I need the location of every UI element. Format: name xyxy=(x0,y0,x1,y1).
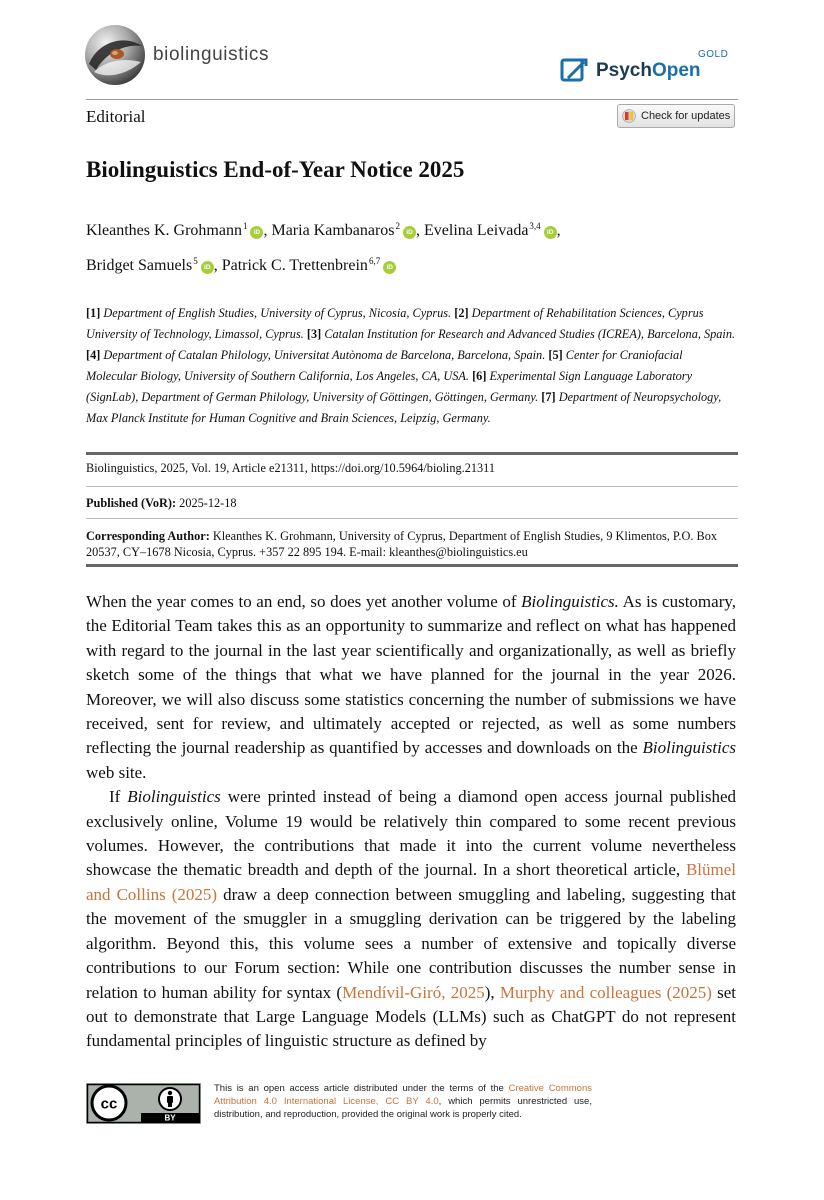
affil-num: [2] xyxy=(454,306,469,320)
authors-line-2 xyxy=(86,257,396,275)
author-name: Patrick C. Trettenbrein xyxy=(221,257,368,274)
affil-text: Department of Rehabilitation Sciences, Cyprus University of Technology, Limassol, Cyprus. xyxy=(86,306,704,341)
publisher-tier: GOLD xyxy=(698,49,729,60)
published-label: Published (VoR): xyxy=(86,496,177,510)
affil-text: Department of Neuropsychology, Max Planck Institute for Human Cognitive and Brain Sciences, Leipzig, Germany. xyxy=(86,390,722,425)
text-run: If xyxy=(109,787,128,807)
affil-text: Department of English Studies, University of Cyprus, Nicosia, Cyprus. xyxy=(103,306,452,320)
text-italic: Biolinguistics xyxy=(127,787,221,807)
paragraph-1 xyxy=(86,590,736,785)
affil-text: Experimental Sign Language Laboratory (SignLab), Department of German Philology, University of Göttingen, Göttingen, Germany. xyxy=(86,369,693,404)
publisher-name xyxy=(596,60,701,82)
citation-link[interactable]: Blümel and Collins (2025) xyxy=(86,860,736,904)
meta-top-rule xyxy=(86,452,738,455)
text-run: draw a deep connection between smuggling and labeling, suggesting that the movement of the smuggler in a smuggling derivation can be triggered by the labeling algorithm. Beyond this, this volume sees a number of extensive and topically diverse contributions to our Forum section: While one contribution discusses the number sense in relation to human ability for syntax ( xyxy=(86,884,736,1002)
paragraph-2 xyxy=(86,785,736,1053)
journal-name: biolinguistics xyxy=(153,44,270,65)
article-body xyxy=(86,590,736,1054)
affiliations xyxy=(86,303,736,429)
author-name: Bridget Samuels xyxy=(86,257,193,274)
author-sup: 2 xyxy=(395,221,401,231)
text-italic: Biolinguistics. xyxy=(521,592,619,611)
text-run: were printed instead of being a diamond open access journal published exclusively online, Volume 19 would be relatively thin compared to some recent previous volumes. However, the contributions that made it into the current volume nevertheless showcase the thematic breadth and depth of the journal. In a short theoretical article, xyxy=(86,787,736,880)
orcid-icon[interactable]: iD xyxy=(403,226,416,239)
text-run: When the year comes to an end, so does yet another volume of xyxy=(86,592,522,611)
check-updates-label: Check for updates xyxy=(641,110,731,122)
author-name: Kleanthes K. Grohmann xyxy=(86,222,242,239)
author-name: Evelina Leivada xyxy=(424,222,529,239)
affil-text: Department of Catalan Philology, Universitat Autònoma de Barcelona, Barcelona, Spain. xyxy=(103,348,546,362)
affil-num: [1] xyxy=(86,306,101,320)
author-sep: , xyxy=(556,222,561,239)
orcid-icon[interactable]: iD xyxy=(383,261,396,274)
article-type: Editorial xyxy=(86,107,146,126)
text-run: , which permits unrestricted use, distribution, and reproduction, provided the original work is properly cited. xyxy=(214,1096,592,1120)
author-sep: , xyxy=(263,222,268,239)
author-sep: , xyxy=(213,257,218,274)
cc-by-badge[interactable] xyxy=(86,1083,201,1124)
corresponding-author xyxy=(86,528,736,560)
author-sup: 1 xyxy=(242,221,248,231)
orcid-icon[interactable]: iD xyxy=(250,226,263,239)
publisher-open: Open xyxy=(651,60,701,81)
affil-num: [7] xyxy=(541,390,556,404)
orcid-icon[interactable]: iD xyxy=(201,261,214,274)
author-sep: , xyxy=(416,222,421,239)
author-sup: 5 xyxy=(193,256,198,266)
affil-text: Catalan Institution for Research and Advanced Studies (ICREA), Barcelona, Spain. xyxy=(324,327,736,341)
cc-label: cc xyxy=(100,1095,118,1113)
corresponding-label: Corresponding Author: xyxy=(86,529,210,543)
text-run: ), xyxy=(484,982,500,1002)
publisher-psych: Psych xyxy=(596,60,652,81)
affil-text: Center for Craniofacial Molecular Biology, University of Southern California, Los Angeles, CA, USA. xyxy=(86,348,683,383)
affil-num: [4] xyxy=(86,348,101,362)
psychopen-icon xyxy=(560,56,588,84)
check-updates-button[interactable] xyxy=(617,104,735,128)
affil-num: [6] xyxy=(472,369,487,383)
author-sup: 3,4 xyxy=(529,221,541,231)
affil-num: [3] xyxy=(306,327,322,341)
journal-logo xyxy=(84,24,146,86)
corresponding-text: Kleanthes K. Grohmann, University of Cyprus, Department of English Studies, 9 Klimentos, P.O. Box 20537, CY–1678 Nicosia, Cyprus. +357 22 895 194. E-mail: kleanthes@biolinguistics.eu xyxy=(86,529,717,559)
license-text xyxy=(214,1082,592,1121)
citation-link[interactable]: Mendívil-Giró, 2025 xyxy=(342,982,485,1002)
text-run: web site. xyxy=(86,762,147,782)
header-rule xyxy=(86,99,738,100)
meta-divider xyxy=(86,486,738,487)
published-line xyxy=(86,496,237,511)
text-run: set out to demonstrate that Large Language Models (LLMs) such as ChatGPT do not represent fundamental principles of linguistic structure as defined by xyxy=(86,982,737,1051)
meta-bottom-rule xyxy=(86,564,738,567)
license-link[interactable]: Creative Commons Attribution 4.0 International License, CC BY 4.0 xyxy=(214,1083,592,1107)
published-date: 2025-12-18 xyxy=(179,496,237,510)
authors-line-1 xyxy=(86,222,561,240)
citation-line: Biolinguistics, 2025, Vol. 19, Article e21311, https://doi.org/10.5964/bioling.21311 xyxy=(86,461,495,475)
affil-num: [5] xyxy=(548,348,563,362)
text-run: This is an open access article distributed under the terms of the xyxy=(214,1083,509,1094)
text-run: As is customary, the Editorial Team takes this as an opportunity to summarize and reflect on what has happened with regard to the journal in the last year scientifically and organizationally, as well as briefly sketch some of the things that what we have planned for the journal in the year 2026. Moreover, we will also discuss some statistics concerning the number of submissions we have received, sent for review, and ultimately accepted or rejected, as well as some numbers reflecting the journal readership as quantified by accesses and downloads on the xyxy=(86,592,736,758)
by-label: BY xyxy=(164,1113,176,1123)
text-italic: Biolinguistics xyxy=(642,738,736,758)
author-sup: 6,7 xyxy=(368,256,381,266)
author-name: Maria Kambanaros xyxy=(271,222,395,239)
meta-divider xyxy=(86,518,738,519)
crossmark-icon xyxy=(622,109,636,123)
orcid-icon[interactable]: iD xyxy=(544,226,557,239)
citation-link[interactable]: Murphy and colleagues (2025) xyxy=(499,982,712,1002)
article-title: Biolinguistics End-of-Year Notice 2025 xyxy=(86,157,465,182)
